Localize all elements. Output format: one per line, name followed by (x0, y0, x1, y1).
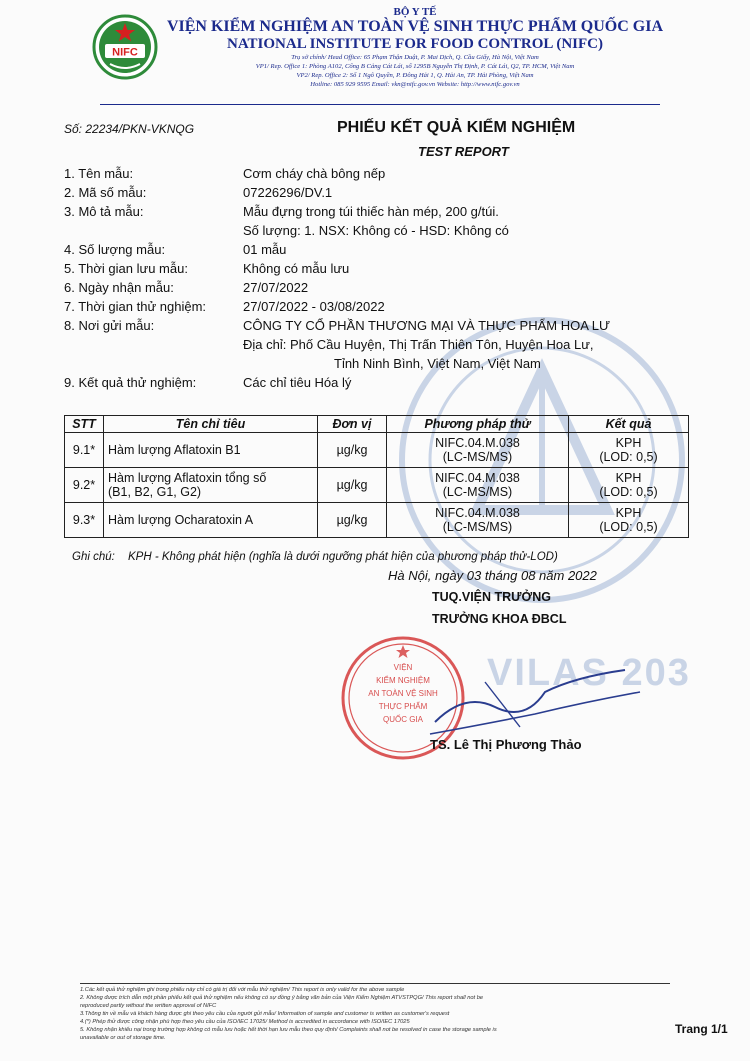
field-row (64, 166, 704, 185)
stamp-line: KIỂM NGHIỆM (376, 676, 430, 685)
col-header-name: Tên chỉ tiêu (104, 416, 318, 433)
result-value: KPH (615, 436, 642, 450)
results-table (64, 415, 689, 538)
note (72, 551, 558, 563)
method-technique: (LC-MS/MS) (442, 520, 513, 534)
cell-name (104, 503, 318, 538)
col-header-method: Phương pháp thử (387, 416, 569, 433)
stamp-line: VIỆN (393, 663, 413, 672)
field-label: 8. Nơi gửi mẫu: (64, 318, 155, 333)
footer-line: 2. Không được trích dẫn một phần phiếu kết quả thử nghiệm nếu không có sự đồng ý bằng văn bản của Viện Kiểm Nghiệm ATVSTPQG/ This report shall not be (80, 995, 484, 1001)
field-label: 6. Ngày nhận mẫu: (64, 280, 174, 295)
cell-unit: µg/kg (318, 433, 387, 468)
method-technique: (LC-MS/MS) (442, 450, 513, 464)
institute-name-en: NATIONAL INSTITUTE FOR FOOD CONTROL (NIFC) (226, 36, 604, 52)
office1-address: VP1/ Rep. Office 1: Phòng A102, Cổng B Cảng Cát Lái, số 1295B Nguyễn Thị Định, P. Cát Lái, Q2, TP. HCM, Việt Nam (255, 63, 575, 70)
field-label: 1. Tên mẫu: (64, 166, 134, 181)
field-row (64, 261, 704, 280)
field-row (64, 242, 704, 261)
cell-stt: 9.1* (65, 433, 104, 468)
signatory-title-1: TUQ.VIỆN TRƯỞNG (432, 590, 551, 604)
col-header-stt: STT (65, 416, 104, 433)
ministry-name: BỘ Y TẾ (393, 6, 437, 18)
footer-line: 1.Các kết quả thử nghiệm ghi trong phiếu này chỉ có giá trị đối với mẫu thử nghiệm/ This report is only valid for the above sample (80, 987, 405, 993)
result-lod: (LOD: 0,5) (599, 485, 658, 499)
stamp-line: QUỐC GIA (382, 715, 424, 724)
cell-result (569, 433, 689, 468)
field-value: 07226296/DV.1 (243, 185, 333, 200)
footer-line: 4.(*) Phép thử được công nhận phù hợp theo yêu cầu của ISO/IEC 17025/ Method is accredited in accordance with ISO/IEC 17025 (80, 1019, 410, 1025)
head-office-address: Trụ sở chính/ Head Office: 65 Phạm Thận Duật, P. Mai Dịch, Q. Cầu Giấy, Hà Nội, Việt Nam (291, 54, 539, 61)
field-row (64, 299, 704, 318)
field-value: CÔNG TY CỔ PHẦN THƯƠNG MẠI VÀ THỰC PHẨM HOA LƯ (243, 318, 611, 333)
footer-notes (80, 986, 670, 1042)
table-row (65, 468, 689, 503)
watermark-text: VILAS 203 (487, 652, 691, 694)
field-value-line2: Địa chỉ: Phố Cầu Huyện, Thị Trấn Thiên Tôn, Huyện Hoa Lư, (243, 337, 594, 352)
field-label: 9. Kết quả thử nghiệm: (64, 375, 197, 390)
table-row (65, 503, 689, 538)
logo-text: NIFC (112, 46, 138, 59)
cell-name (104, 468, 318, 503)
stamp-line: THỰC PHẨM (378, 702, 428, 711)
field-label: 3. Mô tả mẫu: (64, 204, 144, 219)
sample-info (64, 166, 704, 394)
header-divider (100, 104, 660, 105)
field-label: 4. Số lượng mẫu: (64, 242, 166, 257)
result-lod: (LOD: 0,5) (599, 520, 658, 534)
cell-unit: µg/kg (318, 468, 387, 503)
field-value: 27/07/2022 - 03/08/2022 (243, 299, 385, 314)
result-value: KPH (615, 506, 642, 520)
cell-method (387, 503, 569, 538)
signatory-title-2: TRƯỞNG KHOA ĐBCL (432, 612, 567, 626)
sign-date: Hà Nội, ngày 03 tháng 08 năm 2022 (388, 568, 597, 583)
footer-line: 3.Thông tin về mẫu và khách hàng được ghi theo yêu cầu của người gửi mẫu/ Information of sample and customer is written as customer's request (80, 1011, 450, 1017)
contact-line: Hotline: 085 929 9595 Email: vkn@nifc.gov.vn Website: http://www.nifc.gov.vn (310, 81, 520, 88)
cell-unit: µg/kg (318, 503, 387, 538)
method-technique: (LC-MS/MS) (442, 485, 513, 499)
footer-line: reproduced partly without the written approval of NIFC (80, 1003, 217, 1009)
office2-address: VP2/ Rep. Office 2: Số 1 Ngô Quyền, P. Đông Hải 1, Q. Hải An, TP. Hải Phòng, Việt Nam (296, 72, 534, 79)
note-label: Ghi chú: (72, 551, 115, 563)
institute-name-vn: VIỆN KIỂM NGHIỆM AN TOÀN VỆ SINH THỰC PHẨM QUỐC GIA (166, 18, 664, 35)
field-value: 27/07/2022 (243, 280, 309, 295)
footer-divider (80, 983, 670, 984)
cell-result (569, 468, 689, 503)
field-row (64, 204, 704, 242)
table-header-row (65, 416, 689, 433)
report-number: Số: 22234/PKN-VKNQG (64, 122, 195, 136)
cell-method (387, 433, 569, 468)
cell-name-text: Hàm lượng Ocharatoxin A (108, 513, 254, 527)
field-value-line3: Tỉnh Ninh Bình, Việt Nam, Việt Nam (334, 356, 541, 371)
cell-name-text-line2: (B1, B2, G1, G2) (108, 485, 202, 499)
signer-name: TS. Lê Thị Phương Thảo (430, 737, 582, 752)
method-code: NIFC.04.M.038 (435, 436, 520, 450)
field-row (64, 185, 704, 204)
field-value-line2: Số lượng: 1. NSX: Không có - HSD: Không có (243, 223, 509, 238)
stamp-line: AN TOÀN VỆ SINH (368, 689, 438, 698)
field-row (64, 280, 704, 299)
cell-method (387, 468, 569, 503)
field-label: 5. Thời gian lưu mẫu: (64, 261, 188, 276)
footer-line: unavailable or out of storage time. (80, 1035, 166, 1041)
table-row (65, 433, 689, 468)
cell-result (569, 503, 689, 538)
field-value: 01 mẫu (243, 242, 287, 257)
nifc-logo (92, 14, 158, 80)
cell-name (104, 433, 318, 468)
cell-name-text: Hàm lượng Aflatoxin tổng số (108, 471, 267, 485)
method-code: NIFC.04.M.038 (435, 506, 520, 520)
report-title: PHIẾU KẾT QUẢ KIỂM NGHIỆM (337, 119, 576, 136)
method-code: NIFC.04.M.038 (435, 471, 520, 485)
cell-name-text: Hàm lượng Aflatoxin B1 (108, 443, 241, 457)
field-row (64, 318, 704, 375)
field-value: Mẫu đựng trong túi thiếc hàn mép, 200 g/túi. (243, 204, 499, 219)
page-number: Trang 1/1 (675, 1022, 728, 1036)
field-label: 2. Mã số mẫu: (64, 185, 147, 200)
report-subtitle: TEST REPORT (418, 144, 509, 159)
col-header-result: Kết quả (569, 416, 689, 433)
cell-stt: 9.3* (65, 503, 104, 538)
field-row (64, 375, 704, 394)
field-value: Cơm cháy chà bông nếp (243, 166, 386, 181)
field-label: 7. Thời gian thử nghiệm: (64, 299, 207, 314)
result-value: KPH (615, 471, 642, 485)
footer-line: 5. Không nhận khiếu nại trong trường hợp không có mẫu lưu hoặc hết thời hạn lưu mẫu theo quy định/ Complaints shall not be resolved in case the storage sample is (80, 1027, 497, 1033)
field-value: Không có mẫu lưu (243, 261, 350, 276)
note-text: KPH - Không phát hiện (nghĩa là dưới ngưỡng phát hiện của phương pháp thử-LOD) (128, 551, 558, 563)
col-header-unit: Đơn vị (318, 416, 387, 433)
institute-header (160, 6, 670, 89)
cell-stt: 9.2* (65, 468, 104, 503)
field-value: Các chỉ tiêu Hóa lý (243, 375, 352, 390)
result-lod: (LOD: 0,5) (599, 450, 658, 464)
